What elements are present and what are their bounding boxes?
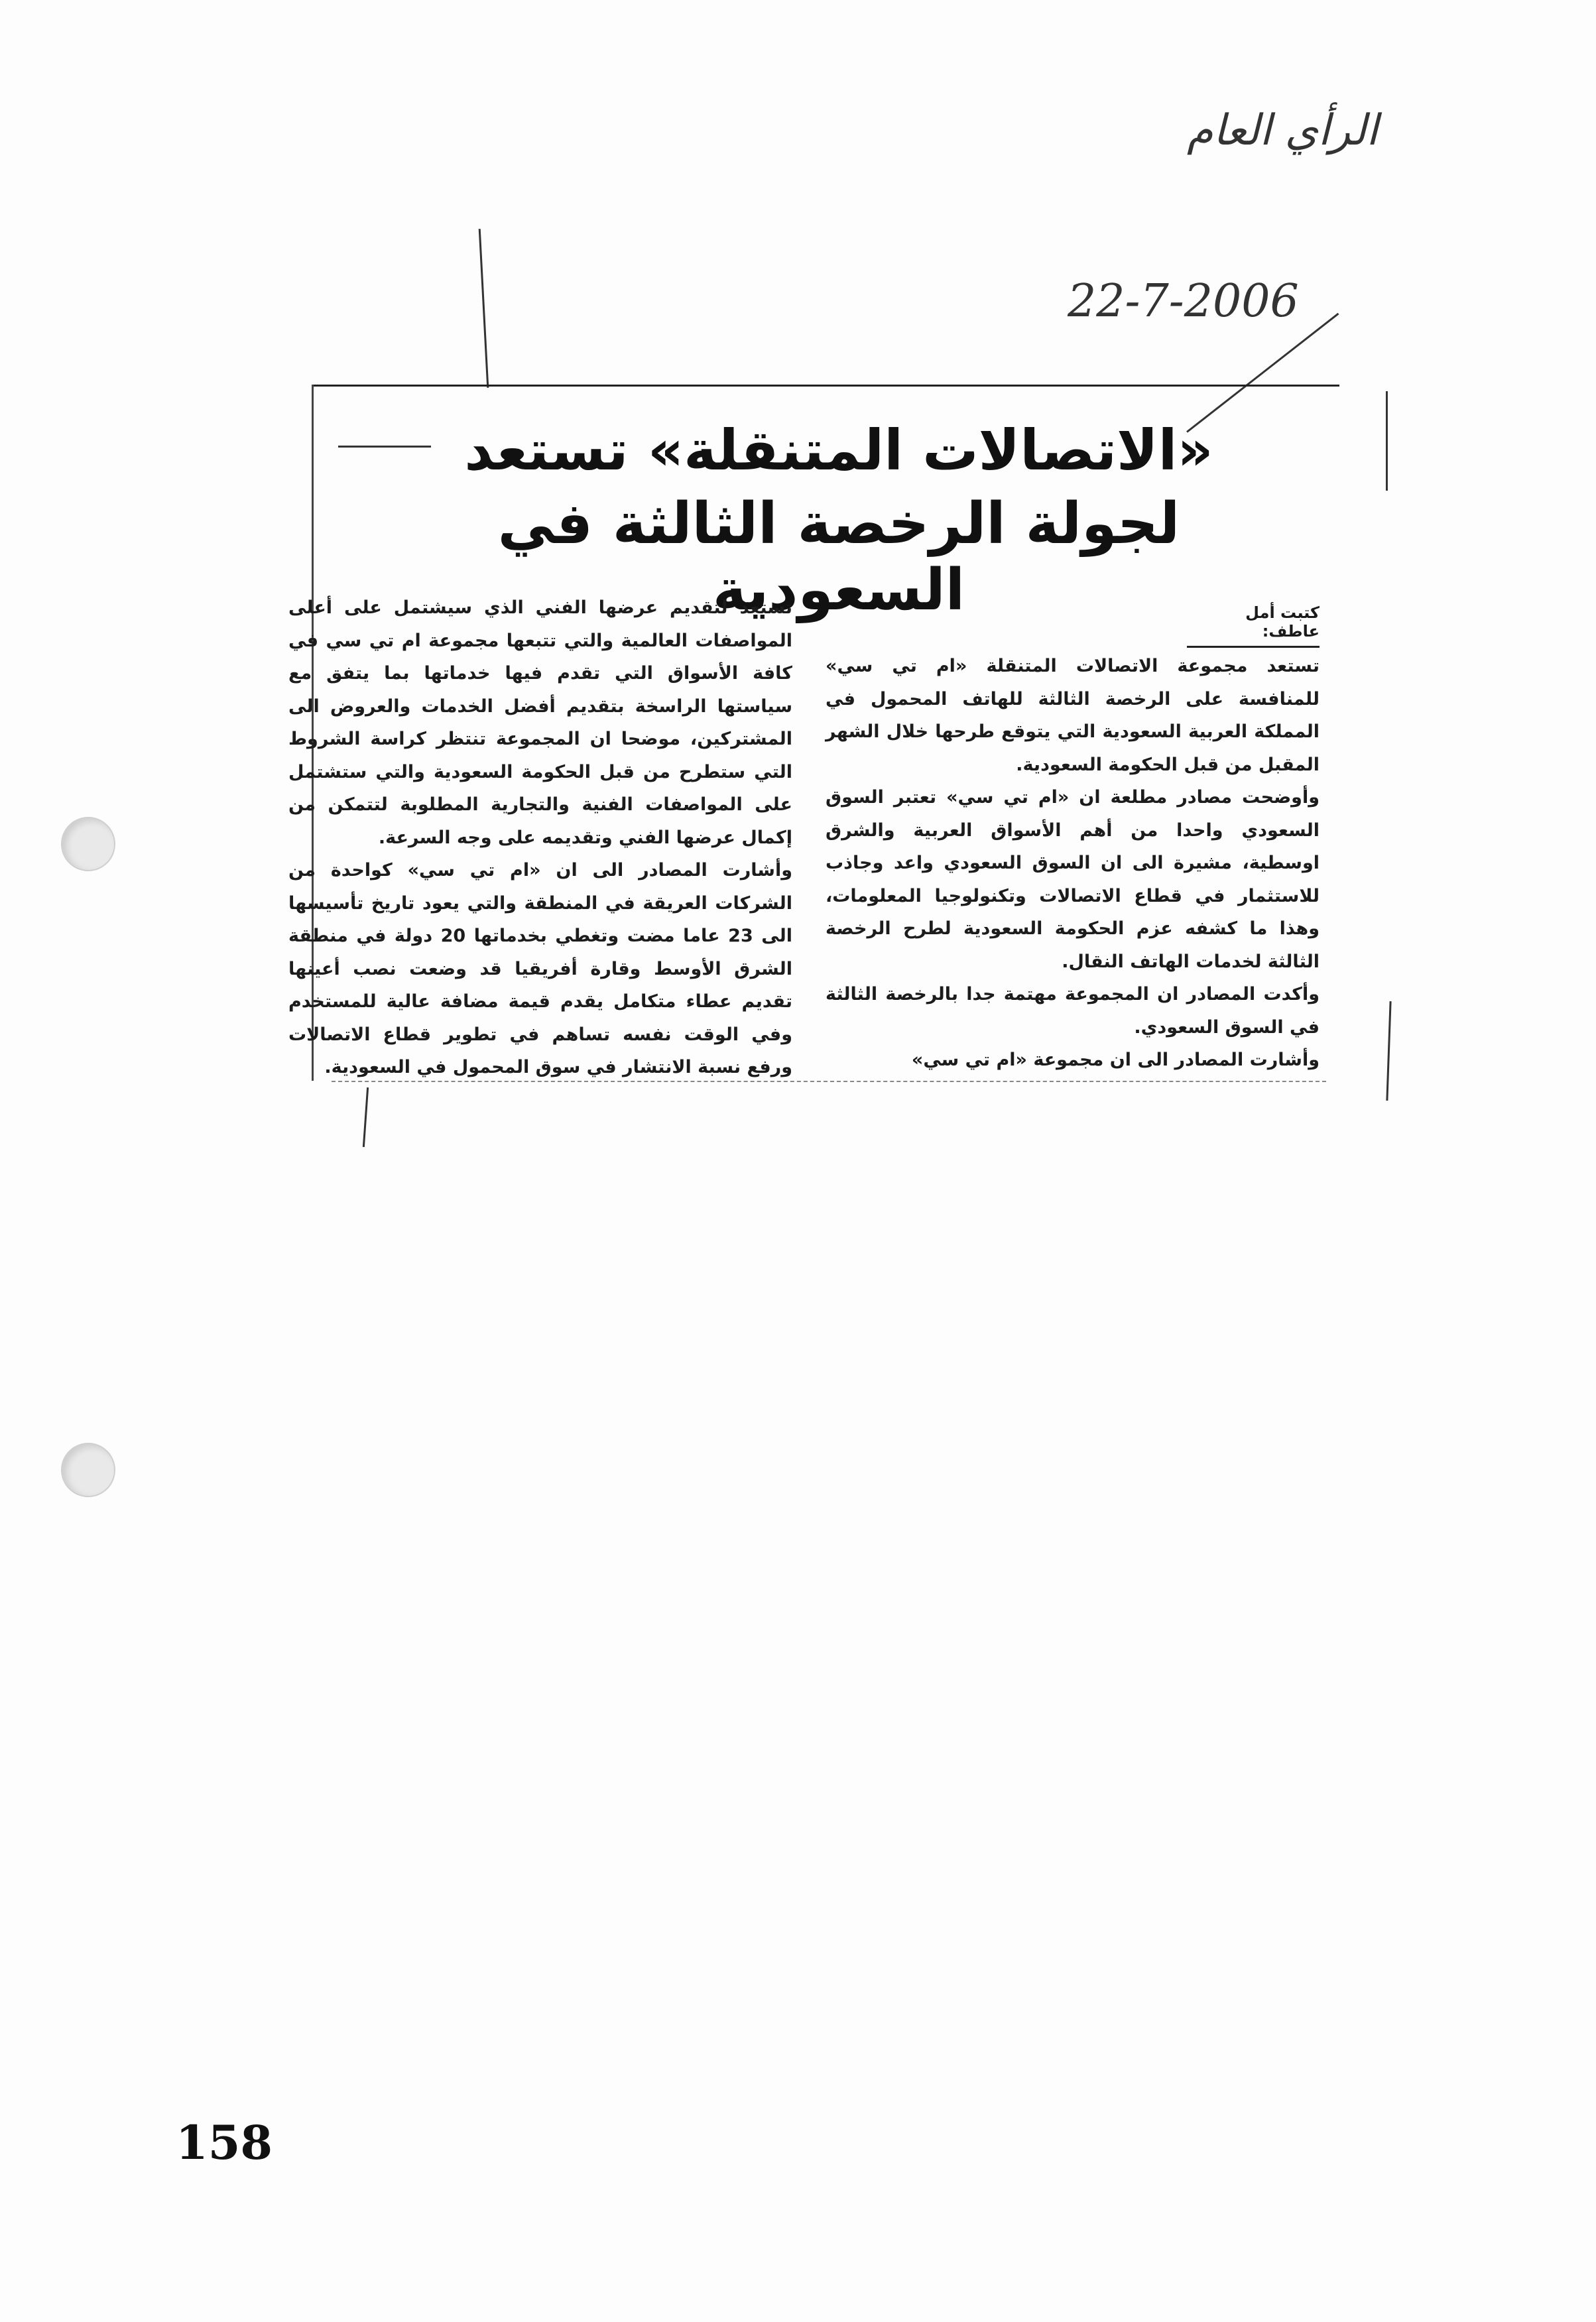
paragraph: تستعد مجموعة الاتصالات المتنقلة «ام تي سي» للمنافسة على الرخصة الثالثة للهاتف المحمول في المملكة العربية السعودية التي يتوقع طرحها خلال الشهر المقبل من قبل الحكومة السعودية. [826,656,1320,775]
pen-mark-vertical-right [1386,391,1388,491]
handwritten-date-note: 22-7-2006 [1068,275,1299,328]
pen-mark-vertical-top [479,229,489,388]
pen-mark-vertical-right-lower [1386,1001,1391,1101]
paragraph: وأشارت المصادر الى ان مجموعة «ام تي سي» [911,1050,1320,1070]
headline-line-2: لجولة الرخصة الثالثة في السعودية [497,491,1180,623]
punch-hole-top [61,817,115,871]
paragraph: تستعد لتقديم عرضها الفني الذي سيشتمل على أعلى المواصفات العالمية والتي تتبعها مجموعة ام تي سي في كافة الأسواق التي تقدم فيها خدماتها بما يتفق مع سياستها الراسخة بتقديم أفضل الخدمات والعروض الى المشتركين، موضحا ان المجموعة تنتظر كراسة الشروط التي ستطرح من قبل الحكومة السعودية والتي ستشتمل على المواصفات الفنية والتجارية المطلوبة لتتمكن من إكمال عرضها الفني وتقديمه على وجه السرعة. [288,597,792,848]
byline: كتبت أمل عاطف: [1187,603,1320,648]
paragraph: وأوضحت مصادر مطلعة ان «ام تي سي» تعتبر السوق السعودي واحدا من أهم الأسواق العربية والشرق اوسطية، مشيرة الى ان السوق السعودي واعد وجاذب للاستثمار في قطاع الاتصالات وتكنولوجيا المعلومات، وهذا ما كشفه عزم الحكومة السعودية لطرح الرخصة الثالثة لخدمات الهاتف النقال. [826,787,1320,972]
article-column-left [288,591,792,1084]
top-rule [312,385,1339,387]
handwritten-source-note: الرأي العام [1187,106,1379,155]
page-number: 158 [176,2115,273,2170]
bottom-cut-line [332,1081,1326,1082]
pen-mark-tick-bottom [363,1087,369,1147]
headline-line-1: «الاتصالات المتنقلة» تستعد [464,418,1213,483]
paragraph: وأشارت المصادر الى ان «ام تي سي» كواحدة من الشركات العريقة في المنطقة والتي يعود تاريخ تأسيسها الى 23 عاما مضت وتغطي بخدماتها 20 دولة في منطقة الشرق الأوسط وقارة أفريقيا قد وضعت نصب أعينها تقديم عطاء متكامل يقدم قيمة مضافة عالية للمستخدم وفي الوقت نفسه تساهم في تطوير قطاع الاتصالات ورفع نسبة الانتشار في سوق المحمول في السعودية. [288,860,792,1077]
newspaper-clipping [288,385,1346,1094]
paragraph: وأكدت المصادر ان المجموعة مهتمة جدا بالرخصة الثالثة في السوق السعودي. [826,984,1320,1038]
article-column-right [826,650,1320,1077]
punch-hole-bottom [61,1443,115,1497]
